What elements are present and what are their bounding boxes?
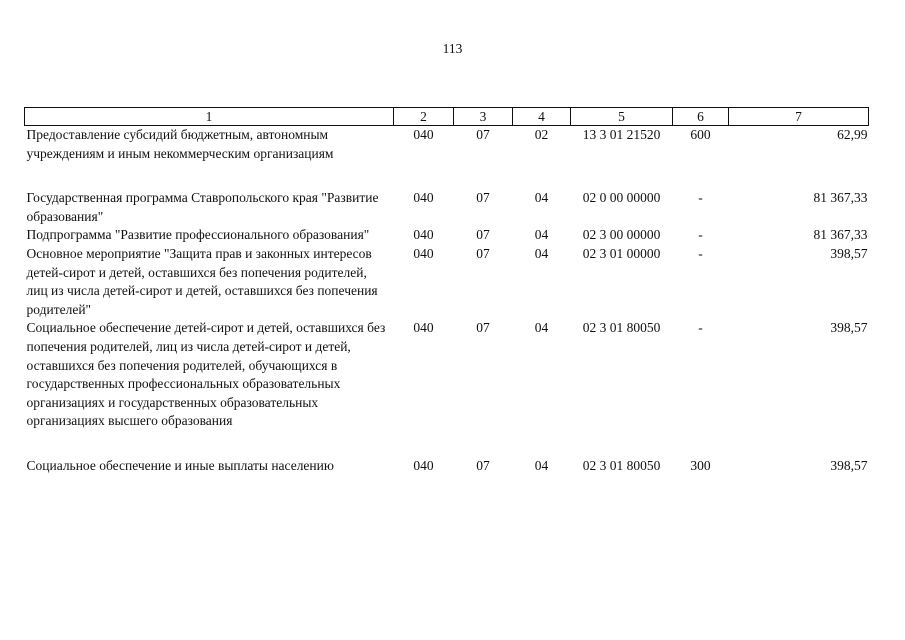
row-ministry-code: 040: [413, 320, 434, 336]
row-amount: 81 367,33: [813, 227, 868, 243]
row-amount: 398,57: [830, 320, 868, 336]
table-row: [25, 457, 869, 476]
row-ministry-code: 040: [413, 245, 434, 261]
table-row: [25, 245, 869, 319]
row-name: Основное мероприятие "Защита прав и законных интересов детей-сирот и детей, оставшихся без попечения родителей, лиц из числа детей-сирот и детей, оставшихся без попечения родителей": [26, 245, 378, 317]
row-subsection-code: 04: [534, 227, 549, 243]
column-header-7: 7: [729, 108, 869, 126]
row-target-article: 02 3 00 00000: [582, 227, 661, 243]
table-row: [25, 319, 869, 457]
row-subsection-code: 04: [534, 190, 549, 206]
row-expense-type: 600: [690, 127, 711, 142]
budget-table: [24, 107, 869, 476]
row-target-article: 02 3 01 00000: [582, 245, 661, 261]
row-section-code: 07: [476, 127, 490, 142]
column-header-1: 1: [25, 108, 394, 126]
row-target-article: 13 3 01 21520: [582, 127, 661, 142]
row-section-code: 07: [476, 457, 490, 473]
row-amount: 62,99: [837, 127, 868, 142]
row-ministry-code: 040: [413, 457, 434, 473]
column-header-4: 4: [513, 108, 571, 126]
row-expense-type: -: [698, 227, 703, 243]
row-subsection-code: 04: [534, 320, 549, 336]
row-ministry-code: 040: [413, 127, 434, 142]
table-header-row: [25, 108, 869, 126]
row-expense-type: -: [698, 245, 703, 261]
row-ministry-code: 040: [413, 190, 434, 206]
column-header-5: 5: [571, 108, 673, 126]
row-target-article: 02 3 01 80050: [582, 457, 661, 473]
table-row: [25, 126, 869, 190]
table-row: [25, 226, 869, 245]
row-expense-type: -: [698, 190, 703, 206]
page-number: 113: [442, 41, 463, 56]
row-expense-type: -: [698, 320, 703, 336]
row-ministry-code: 040: [413, 227, 434, 243]
row-section-code: 07: [476, 190, 490, 206]
row-expense-type: 300: [690, 457, 711, 473]
column-header-6: 6: [673, 108, 729, 126]
column-header-2: 2: [394, 108, 454, 126]
row-name: Государственная программа Ставропольского края "Развитие образования": [26, 190, 379, 224]
row-section-code: 07: [476, 320, 490, 336]
row-amount: 398,57: [830, 457, 868, 473]
row-target-article: 02 3 01 80050: [582, 320, 661, 336]
row-subsection-code: 02: [534, 127, 549, 142]
row-section-code: 07: [476, 245, 490, 261]
row-name: Социальное обеспечение детей-сирот и детей, оставшихся без попечения родителей, лиц из числа детей-сирот и детей, оставшихся без попечения родителей, обучающихся в государственных профессиональных образовательных организациях и государственных образовательных организациях высшего образования: [26, 320, 386, 429]
row-amount: 398,57: [830, 245, 868, 261]
row-subsection-code: 04: [534, 245, 549, 261]
budget-table-container: [24, 107, 868, 476]
row-amount: 81 367,33: [813, 190, 868, 206]
row-name: Подпрограмма "Развитие профессионального образования": [26, 227, 370, 243]
row-target-article: 02 0 00 00000: [582, 190, 661, 206]
row-name: Предоставление субсидий бюджетным, автономным учреждениям и иным некоммерческим организациям: [26, 127, 334, 161]
row-section-code: 07: [476, 227, 490, 243]
table-row: [25, 189, 869, 226]
row-subsection-code: 04: [534, 457, 549, 473]
row-name: Социальное обеспечение и иные выплаты населению: [26, 457, 334, 473]
column-header-3: 3: [454, 108, 513, 126]
